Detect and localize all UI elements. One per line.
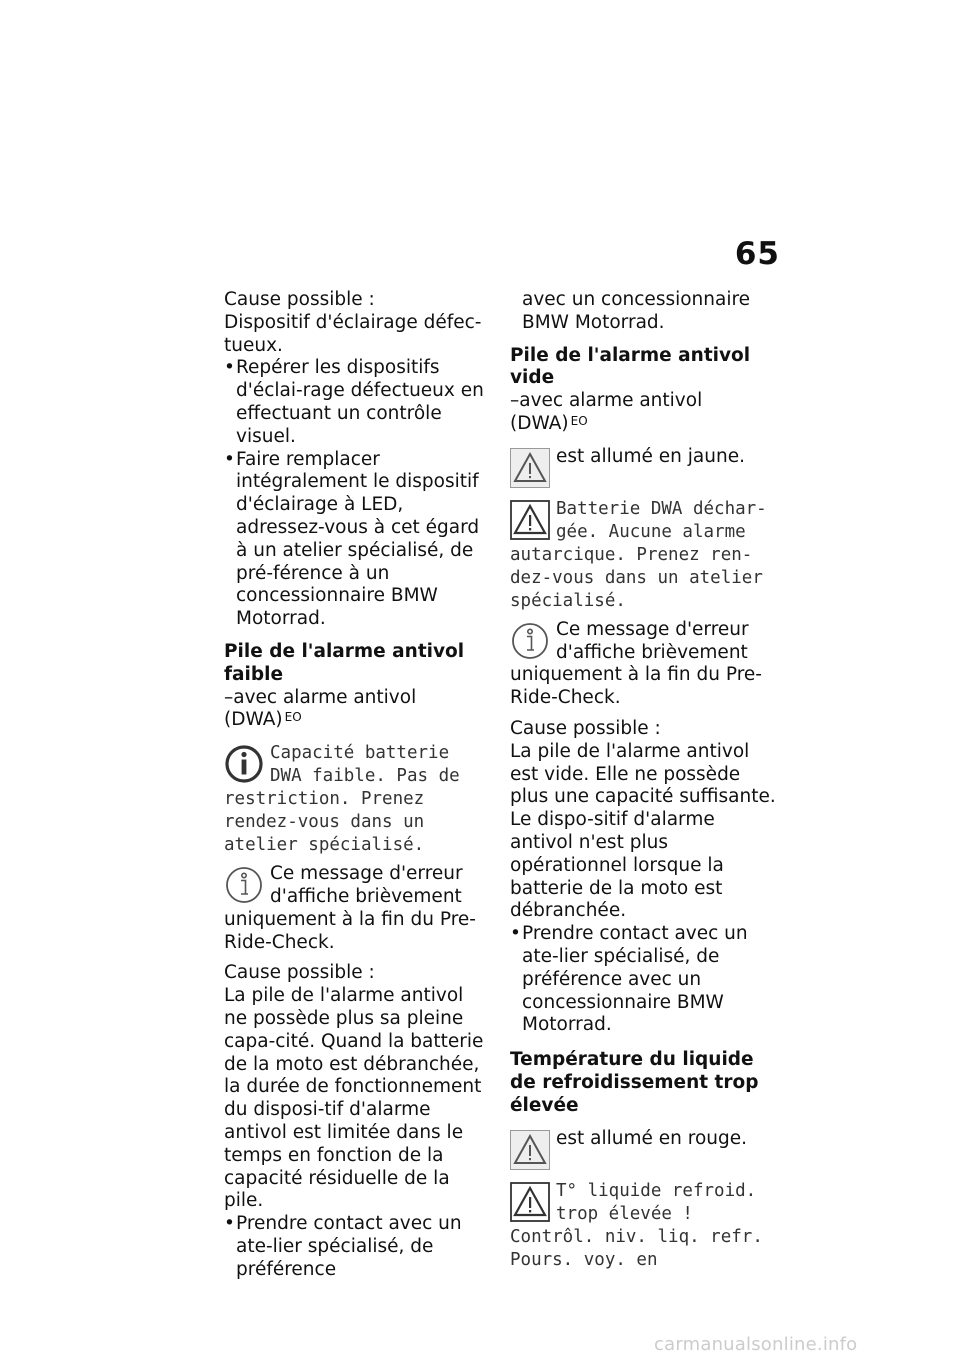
continued-text: avec un concessionnaire BMW Motorrad.	[522, 289, 751, 333]
info-icon	[510, 621, 550, 661]
cause-text: Dispositif d'éclairage défec-tueux.	[224, 311, 482, 356]
info-note: Ce message d'erreur d'affiche brièvement uniquement à la fin du Pre-Ride-Check.	[510, 618, 762, 709]
superscript-eo: EO	[284, 710, 302, 725]
display-message-block	[510, 1180, 776, 1272]
list-item: • Faire remplacer intégralement le dispositif d'éclairage à LED, adressez-vous à cet égard à un atelier spécialisé, de pré-férence à un concessionnaire BMW Motorrad.	[224, 449, 490, 631]
cause-label: Cause possible :	[224, 289, 375, 310]
info-note-block	[510, 619, 776, 710]
display-message: Capacité batterie DWA faible. Pas de restriction. Prenez rendez-vous dans un atelier spécialisé.	[224, 743, 460, 856]
section-heading: Température du liquide de refroidissement trop élevée	[510, 1049, 759, 1116]
section-heading: Pile de l'alarme antivol vide	[510, 344, 751, 389]
cause-label: Cause possible :	[510, 717, 661, 739]
cause-text: La pile de l'alarme antivol ne possède plus sa pleine capa-cité. Quand la batterie de la moto est débranchée, la durée de fonctionnement du disposi-tif d'alarme antivol est limitée dans le temps en fonction de la capacité résiduelle de la pile.	[224, 985, 484, 1212]
right-column	[510, 289, 776, 1272]
info-icon	[224, 865, 264, 905]
page-number: 65	[734, 236, 780, 272]
list-item: • Prendre contact avec un ate-lier spécialisé, de préférence	[224, 1213, 490, 1281]
warning-triangle-icon	[510, 448, 550, 488]
indicator-text: est allumé en rouge.	[556, 1127, 748, 1149]
indicator-row	[510, 1128, 776, 1170]
left-column	[224, 289, 490, 1281]
warning-triangle-icon	[510, 1130, 550, 1170]
superscript-eo: EO	[570, 413, 588, 428]
display-message: Batterie DWA déchar-gée. Aucune alarme autarcique. Prenez ren-dez-vous dans un atelier spécialisé.	[510, 498, 767, 611]
display-message: T° liquide refroid. trop élevée ! Contrôl. niv. liq. refr. Pours. voy. en	[510, 1180, 763, 1270]
bullet-list	[510, 923, 776, 1037]
info-icon	[224, 744, 264, 784]
indicator-row	[510, 446, 776, 488]
info-note: Ce message d'erreur d'affiche brièvement uniquement à la fin du Pre-Ride-Check.	[224, 863, 476, 953]
section-heading: Pile de l'alarme antivol faible	[224, 640, 465, 685]
warning-triangle-icon	[510, 500, 550, 540]
bullet-list	[224, 1213, 490, 1281]
info-note-block	[224, 863, 490, 954]
watermark: carmanualsonline.info	[654, 1334, 858, 1355]
list-item: • Repérer les dispositifs d'éclai-rage défectueux en effectuant un contrôle visuel.	[224, 357, 490, 448]
bullet-list	[224, 357, 490, 631]
display-message-block	[510, 498, 776, 613]
section-subtitle: –avec alarme antivol (DWA) $^{EO}$	[510, 390, 703, 434]
indicator-text: est allumé en jaune.	[556, 445, 745, 467]
cause-text: La pile de l'alarme antivol est vide. Elle ne possède plus une capacité suffisante. Le dispo-sitif d'alarme antivol n'est plus opérationnel lorsque la batterie de la moto est débranchée.	[510, 740, 776, 922]
display-message-block	[224, 742, 490, 857]
cause-label: Cause possible :	[224, 962, 375, 984]
section-subtitle: –avec alarme antivol (DWA) $^{EO}$	[224, 686, 417, 731]
list-item: • Prendre contact avec un ate-lier spécialisé, de préférence avec un concessionnaire BMW Motorrad.	[510, 923, 776, 1037]
warning-triangle-icon	[510, 1182, 550, 1222]
